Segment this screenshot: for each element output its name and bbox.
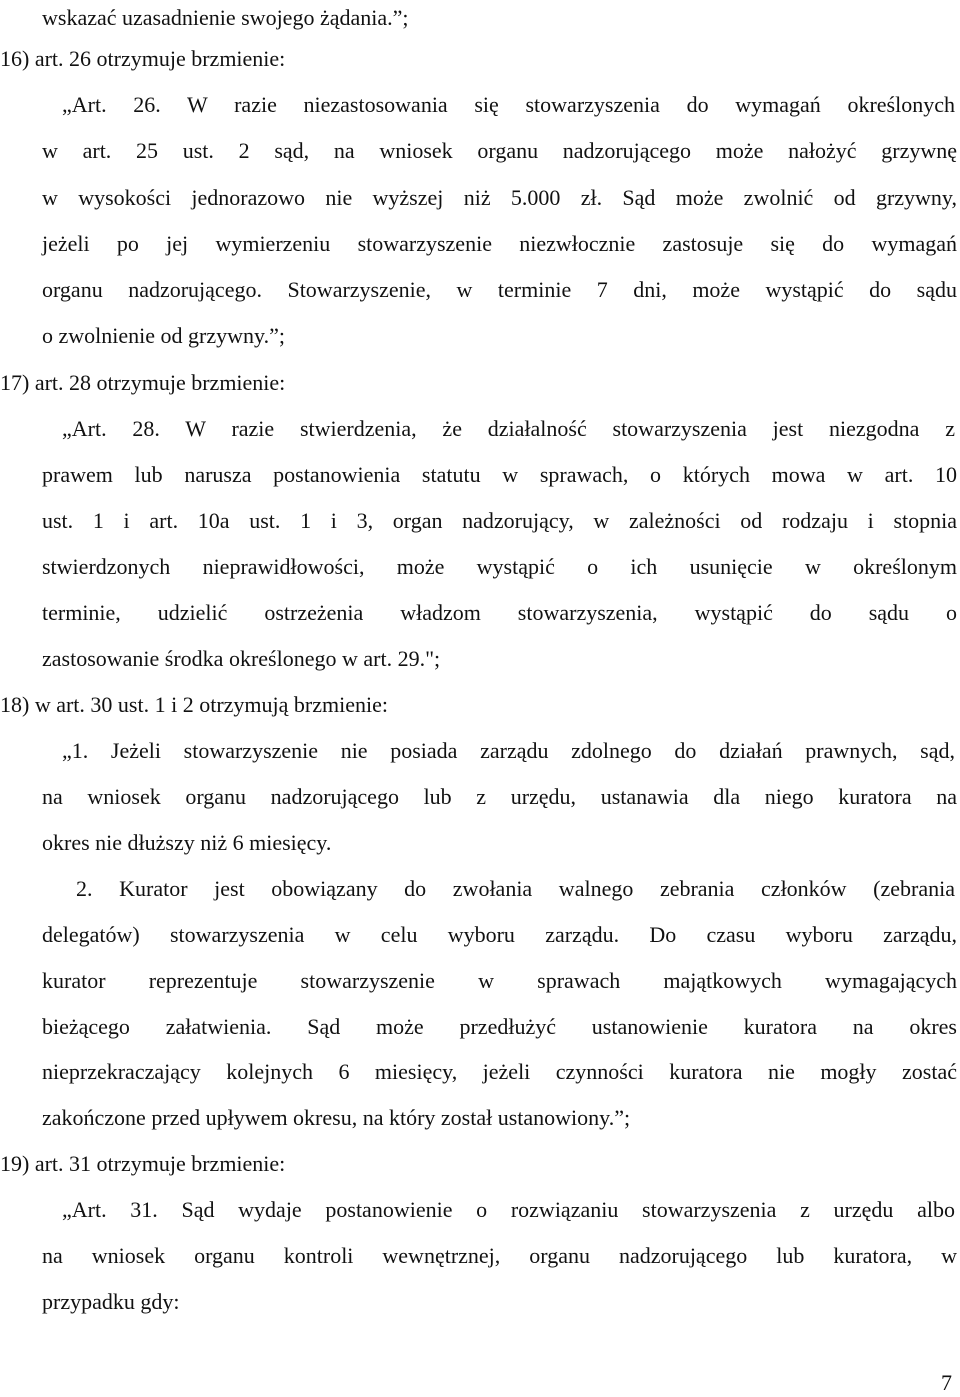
text-line: „Art. 31. Sąd wydaje postanowienie o rozwiązaniu stowarzyszenia z urzędu albo [62, 1197, 955, 1222]
text-line: 2. Kurator jest obowiązany do zwołania walnego zebrania członków (zebrania [76, 876, 955, 901]
text-line: „Art. 28. W razie stwierdzenia, że działalność stowarzyszenia jest niezgodna z [62, 416, 955, 441]
text-line: jeżeli po jej wymierzeniu stowarzyszenie niezwłocznie zastosuje się do wymagań [42, 231, 957, 256]
text-line: przypadku gdy: [42, 1289, 180, 1314]
text-line: wskazać uzasadnienie swojego żądania.”; [42, 5, 409, 30]
list-item-heading: 16) art. 26 otrzymuje brzmienie: [0, 46, 286, 71]
text-line: ust. 1 i art. 10a ust. 1 i 3, organ nadzorujący, w zależności od rodzaju i stopnia [42, 508, 957, 533]
text-line: „1. Jeżeli stowarzyszenie nie posiada zarządu zdolnego do działań prawnych, sąd, [62, 738, 955, 763]
text-line: na wniosek organu nadzorującego lub z urzędu, ustanawia dla niego kuratora na [42, 784, 957, 809]
text-line: „Art. 26. W razie niezastosowania się stowarzyszenia do wymagań określonych [62, 92, 955, 117]
text-line: zakończone przed upływem okresu, na który został ustanowiony.”; [42, 1105, 631, 1130]
text-line: okres nie dłuższy niż 6 miesięcy. [42, 830, 332, 855]
text-line: kurator reprezentuje stowarzyszenie w sprawach majątkowych wymagających [42, 968, 957, 993]
text-line: prawem lub narusza postanowienia statutu w sprawach, o których mowa w art. 10 [42, 462, 957, 487]
text-line: stwierdzonych nieprawidłowości, może wystąpić o ich usunięcie w określonym [42, 554, 957, 579]
text-line: o zwolnienie od grzywny.”; [42, 323, 285, 348]
text-line: nieprzekraczający kolejnych 6 miesięcy, jeżeli czynności kuratora nie mogły zostać [42, 1059, 957, 1084]
text-line: delegatów) stowarzyszenia w celu wyboru zarządu. Do czasu wyboru zarządu, [42, 922, 957, 947]
text-line: na wniosek organu kontroli wewnętrznej, organu nadzorującego lub kuratora, w [42, 1243, 957, 1268]
text-line: zastosowanie środka określonego w art. 29."; [42, 646, 441, 671]
page-number: 7 [941, 1370, 952, 1395]
list-item-heading: 18) w art. 30 ust. 1 i 2 otrzymują brzmienie: [0, 692, 388, 717]
text-line: w wysokości jednorazowo nie wyższej niż 5.000 zł. Sąd może zwolnić od grzywny, [42, 185, 957, 210]
text-line: terminie, udzielić ostrzeżenia władzom stowarzyszenia, wystąpić do sądu o [42, 600, 957, 625]
list-item-heading: 17) art. 28 otrzymuje brzmienie: [0, 370, 286, 395]
text-line: organu nadzorującego. Stowarzyszenie, w terminie 7 dni, może wystąpić do sądu [42, 277, 957, 302]
list-item-heading: 19) art. 31 otrzymuje brzmienie: [0, 1151, 286, 1176]
text-line: w art. 25 ust. 2 sąd, na wniosek organu nadzorującego może nałożyć grzywnę [42, 138, 957, 163]
text-line: bieżącego załatwienia. Sąd może przedłużyć ustanowienie kuratora na okres [42, 1014, 957, 1039]
